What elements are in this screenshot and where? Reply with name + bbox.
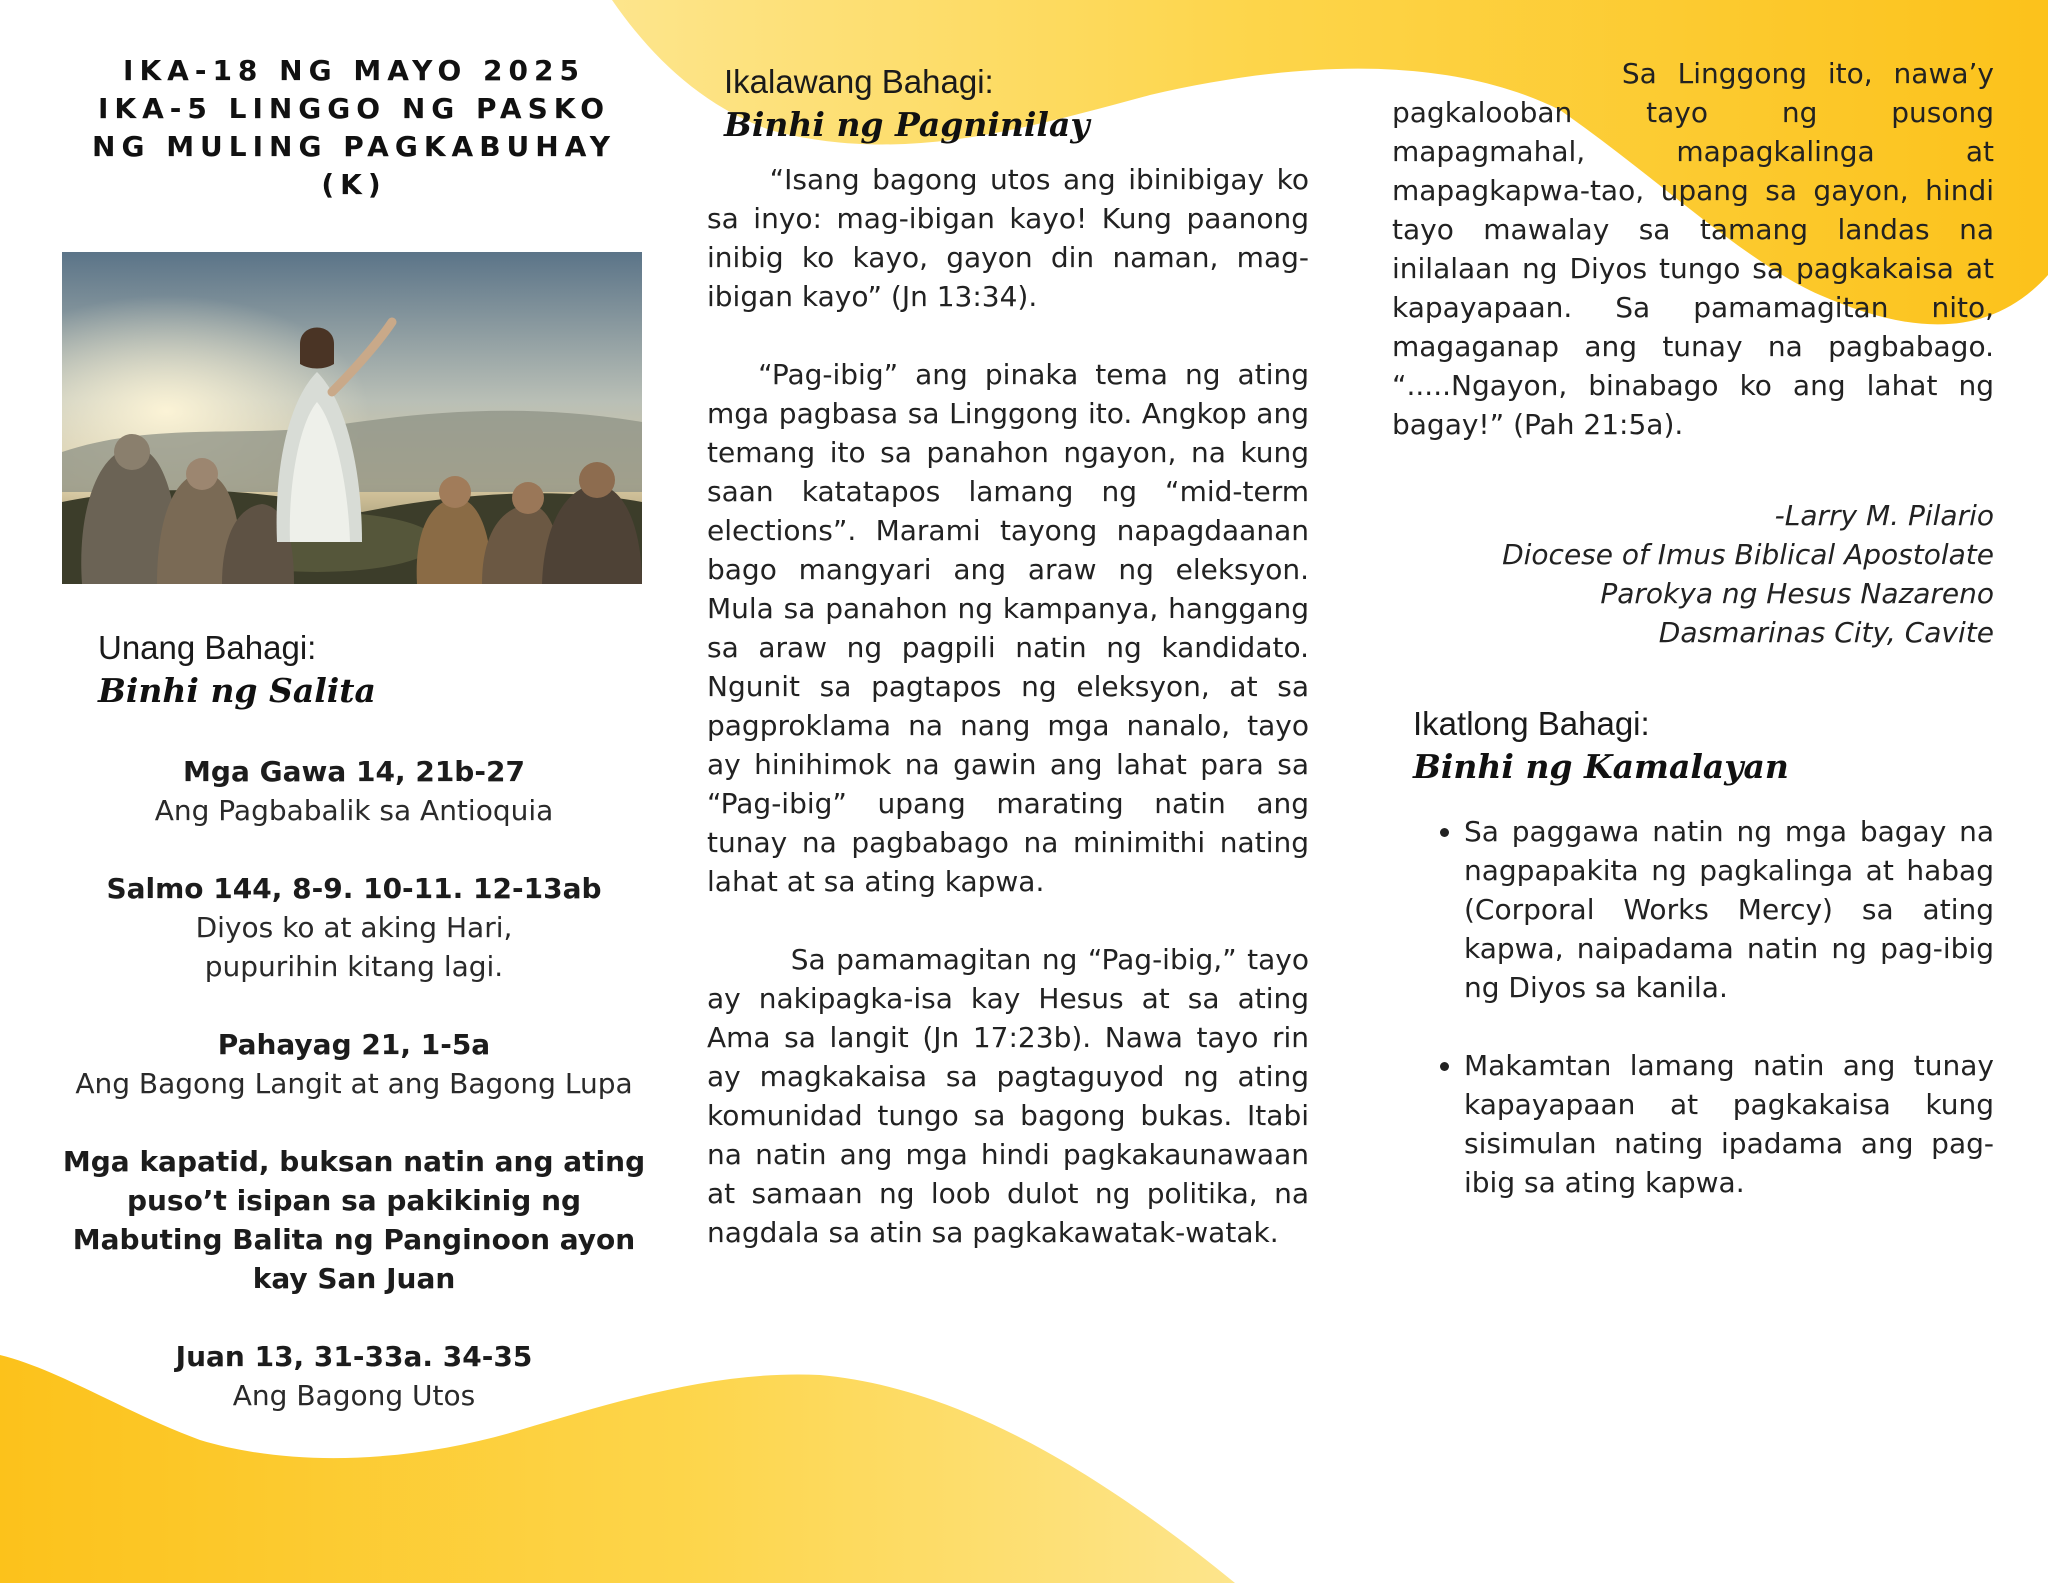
awareness-list (1392, 812, 1994, 1202)
reflection-closing-paragraph: Sa Linggong ito, nawa’y pagkalooban tayo ng pusong mapagmahal, mapagkalinga at mapagkapwa-tao, upang sa gayon, hindi tayo mawalay sa tamang landas na inilalaan ng Diyos tungo sa pagkakaisa at kapayapaan. Sa pamamagitan nito, magaganap ang tunay na pagbabago. “.....Ngayon, binabago ko ang lahat ng bagay!” (Pah 21:5a). (1392, 57, 1994, 441)
author-parish: Parokya ng Hesus Nazareno (1600, 577, 1994, 610)
section1-heading (98, 628, 646, 712)
left-column (62, 52, 646, 1454)
author-name: -Larry M. Pilario (1774, 499, 1994, 532)
reading-psalm (62, 869, 646, 986)
reflection-body (707, 160, 1309, 1252)
reading-ref: Juan 13, 31-33a. 34-35 (175, 1340, 533, 1373)
middle-column (707, 62, 1309, 1291)
header-line: IKA-18 NG MAYO 2025 (123, 54, 585, 87)
reflection-paragraph: “Pag-ibig” ang pinaka tema ng ating mga pagbasa sa Linggong ito. Angkop ang temang ito sa panahon ngayon, na kung saan katatapos lamang ng “mid-term elections”. Marami tayong napagdaanan bago mangyari ang araw ng eleksyon. Mula sa panahon ng kampanya, hanggang sa araw ng pagpili natin ng kandidato. Ngunit sa pagtapos ng eleksyon, at sa pagproklama na nang mga nanalo, tayo ay hinihimok na gawin ang lahat para sa “Pag-ibig” upang marating natin ang tunay na pagbabago na minimithi nating lahat at sa ating kapwa. (707, 358, 1309, 898)
author-org: Diocese of Imus Biblical Apostolate (1502, 538, 1994, 571)
list-item: • Makamtan lamang natin ang tunay kapayapaan at pagkakaisa kung sisimulan nating ipadama ang pag-ibig sa ating kapwa. (1464, 1046, 1994, 1202)
header-line: (K) (321, 168, 387, 201)
reading-subtitle: Ang Bagong Utos (232, 1379, 476, 1412)
reading-second (62, 1025, 646, 1103)
section3-heading (1413, 704, 1994, 788)
reading-first (62, 752, 646, 830)
section1-label: Unang Bahagi: (98, 629, 317, 666)
gospel-invitation: Mga kapatid, buksan natin ang ating puso’t isipan sa pakikinig ng Mabuting Balita ng Panginoon ayon kay San Juan (62, 1145, 646, 1295)
date-header (62, 52, 646, 204)
reading-ref: Pahayag 21, 1-5a (217, 1028, 491, 1061)
reading-subtitle: Ang Bagong Langit at ang Bagong Lupa (75, 1067, 633, 1100)
header-line: NG MULING PAGKABUHAY (92, 130, 616, 163)
section2-heading (724, 62, 1309, 146)
author-place: Dasmarinas City, Cavite (1658, 616, 1994, 649)
section2-name: Binhi ng Pagninilay (724, 105, 1090, 144)
readings-list (62, 752, 646, 1415)
section3-name: Binhi ng Kamalayan (1413, 747, 1789, 786)
section2-label: Ikalawang Bahagi: (724, 63, 994, 100)
reflection-paragraph: “Isang bagong utos ang ibinibigay ko sa inyo: mag-ibigan kayo! Kung paanong inibig ko kayo, gayon din naman, mag-ibigan kayo” (Jn 13:34). (707, 163, 1309, 313)
jesus-with-disciples-illustration (62, 252, 642, 584)
section1-name: Binhi ng Salita (98, 671, 376, 710)
reading-ref: Salmo 144, 8-9. 10-11. 12-13ab (106, 872, 602, 905)
section3-label: Ikatlong Bahagi: (1413, 705, 1650, 742)
list-item: • Sa paggawa natin ng mga bagay na nagpapakita ng pagkalinga at habag (Corporal Works Mercy) sa ating kapwa, naipadama natin ng pag-ibig ng Diyos sa kanila. (1464, 812, 1994, 1007)
header-line: IKA-5 LINGGO NG PASKO (97, 92, 611, 125)
reading-subtitle: Diyos ko at aking Hari, pupurihin kitang lagi. (195, 911, 513, 983)
reading-gospel (62, 1337, 646, 1415)
author-signature (1392, 496, 1994, 652)
reflection-paragraph: Sa pamamagitan ng “Pag-ibig,” tayo ay nakipagka-isa kay Hesus at sa ating Ama sa langit (Jn 17:23b). Nawa tayo rin ay magkakaisa sa pagtaguyod ng ating komunidad tungo sa bagong bukas. Itabi na natin ang mga hindi pagkakaunawaan at samaan ng loob dulot ng politika, na nagdala sa atin sa pagkakawatak-watak. (707, 943, 1309, 1249)
right-column (1392, 54, 1994, 1241)
reading-ref: Mga Gawa 14, 21b-27 (183, 755, 525, 788)
reading-subtitle: Ang Pagbabalik sa Antioquia (154, 794, 554, 827)
